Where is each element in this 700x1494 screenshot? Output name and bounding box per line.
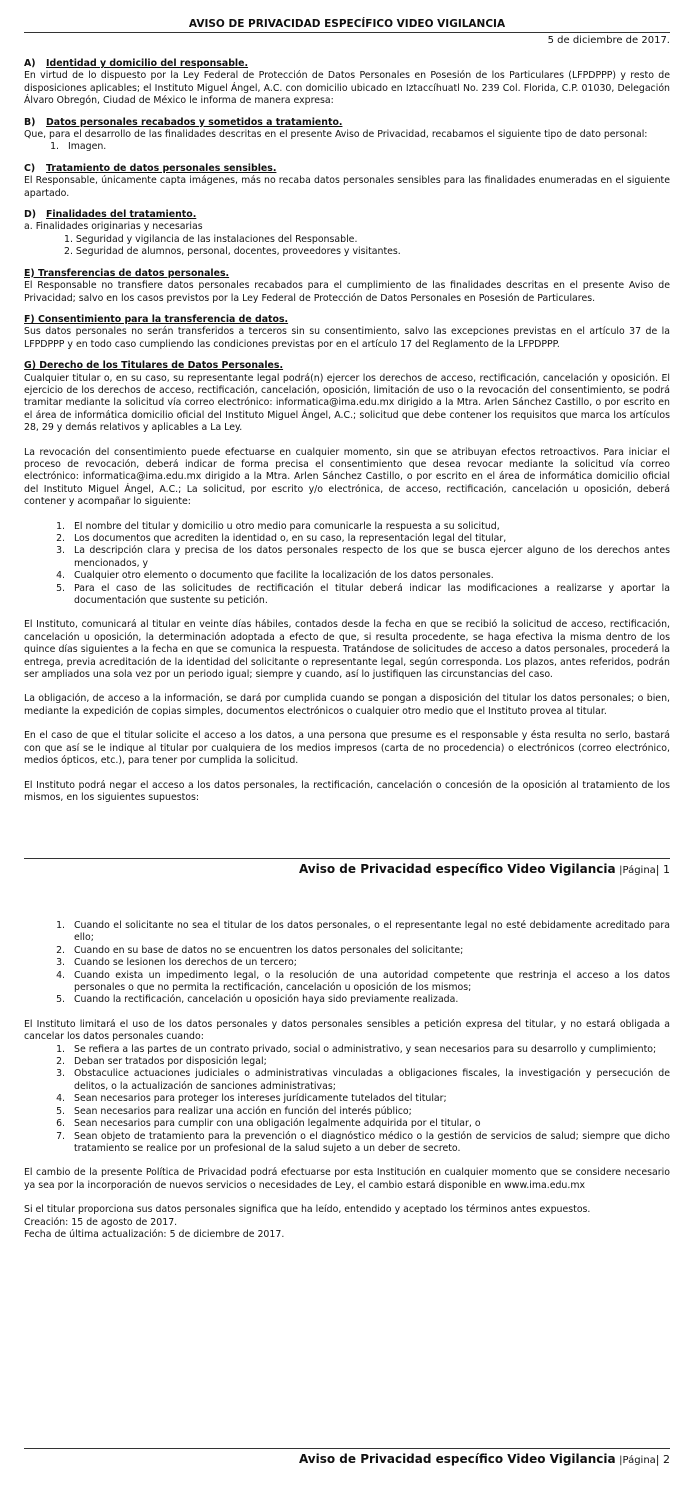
list-item: 2. Cuando en su base de datos no se encuentren los datos personales del solicitante; xyxy=(68,945,670,957)
policy-change-text: El cambio de la presente Política de Privacidad podrá efectuarse por esta Institución en cualquier momento que se considere necesario ya sea por la incorporación de nuevos servicios o necesidades de Ley, el cambio estará disponible en www.ima.edu.mx xyxy=(24,1167,670,1191)
list-item: 3. Cuando se lesionen los derechos de un tercero; xyxy=(68,957,670,969)
page-1-body xyxy=(24,58,670,813)
section-a xyxy=(24,58,670,108)
footer-separator: | xyxy=(619,1455,623,1466)
section-e-text: El Responsable no transfiere datos personales recabados para el cumplimiento de las finalidades descritas en el presente Aviso de Privacidad; salvo en los casos previstos por la Ley Federal de Protección de Datos Personales en Posesión de Particulares. xyxy=(24,280,670,304)
list-item: 6. Sean necesarios para cumplir con una obligación legalmente adquirida por el titular, o xyxy=(68,1118,670,1130)
document-title: AVISO DE PRIVACIDAD ESPECÍFICO VIDEO VIGILANCIA xyxy=(24,17,670,33)
section-f-heading: F) Consentimiento para la transferencia de datos. xyxy=(24,313,289,325)
list-item: 1. Se refiera a las partes de un contrato privado, social o administrativo, y sean necesarios para su desarrollo y cumplimiento; xyxy=(68,1044,670,1056)
section-e xyxy=(24,268,670,305)
last-update-date: Fecha de última actualización: 5 de diciembre de 2017. xyxy=(24,1228,285,1240)
section-d-title: Finalidades del tratamiento. xyxy=(46,209,197,221)
section-b-letter: B) xyxy=(24,116,36,128)
footer-page-number: | 2 xyxy=(655,1453,670,1466)
section-d-letter: D) xyxy=(24,209,37,221)
section-e-heading: E) Transferencias de datos personales. xyxy=(24,267,230,279)
section-g-paragraph-6: El Instituto podrá negar el acceso a los datos personales, la rectificación, cancelación o concesión de la oposición al tratamiento de los mismos, en los siguientes supuestos: xyxy=(24,779,670,803)
section-a-heading xyxy=(24,58,670,70)
list-item: 1. Cuando el solicitante no sea el titular de los datos personales, o el representante legal no esté debidamente acreditado para ello; xyxy=(68,920,670,945)
page-2-footer xyxy=(24,1448,670,1469)
section-d-heading xyxy=(24,209,670,221)
section-c xyxy=(24,163,670,200)
section-a-title: Identidad y domicilio del responsable. xyxy=(46,58,249,69)
list-item: 2. Deban ser tratados por disposición legal; xyxy=(68,1056,670,1068)
acceptance-text: Si el titular proporciona sus datos personales significa que ha leído, entendido y aceptado los términos antes expuestos. xyxy=(24,1204,591,1216)
section-g-paragraph-5: En el caso de que el titular solicite el acceso a los datos, a una persona que presume es el responsable y ésta resulta no serlo, bastará con que así se le indique al titular por cualquiera de los medios impresos (carta de no procedencia) o electrónicos (correo electrónico, medios ópticos, etc.), para tener por cumplida la solicitud. xyxy=(24,730,670,767)
section-b-heading xyxy=(24,117,670,129)
footer-page-label: Página xyxy=(622,1455,656,1466)
section-b xyxy=(24,117,670,154)
section-b-title: Datos personales recabados y sometidos a tratamiento. xyxy=(46,116,343,128)
document-date: 5 de diciembre de 2017. xyxy=(547,35,670,46)
footer-title: Aviso de Privacidad específico Video Vigilancia xyxy=(298,862,616,876)
list-item: 5. Cuando la rectificación, cancelación u oposición haya sido previamente realizada. xyxy=(68,994,670,1006)
section-g-paragraph-2: La revocación del consentimiento puede efectuarse en cualquier momento, sin que se atribuyan efectos retroactivos. Para iniciar el proceso de revocación, deberá indicar de forma precisa el consentimiento que desea revocar mediante la solicitud vía correo electrónico: informatica@ima.edu.mx dirigido a la Mtra. Arlen Sánchez Castillo, o por escrito en el área de informática domicilio oficial del Instituto Miguel Ángel, A.C.; La solicitud, por escrito y/o electrónica, de acceso, rectificación, cancelación u oposición, deberá contener y acompañar lo siguiente: xyxy=(24,446,670,508)
page-1-footer xyxy=(24,858,670,879)
section-b-list xyxy=(24,141,670,153)
list-item: 1. Imagen. xyxy=(62,141,670,153)
section-f xyxy=(24,314,670,351)
list-item: 4. Cualquier otro elemento o documento que facilite la localización de los datos personales. xyxy=(68,570,670,582)
footer-page-number: | 1 xyxy=(655,863,670,876)
section-c-title: Tratamiento de datos personales sensibles. xyxy=(46,162,277,174)
section-a-text: En virtud de lo dispuesto por la Ley Federal de Protección de Datos Personales en Posesión de los Particulares (LFPDPPP) y resto de disposiciones aplicables; el Instituto Miguel Ángel, A.C. con domicilio ubicado en Iztaccíhuatl No. 239 Col. Florida, C.P. 01030, Delegación Álvaro Obregón, Ciudad de México le informa de manera expresa: xyxy=(24,70,670,107)
section-a-letter: A) xyxy=(24,58,36,69)
footer-title: Aviso de Privacidad específico Video Vigilancia xyxy=(298,1452,616,1466)
section-d xyxy=(24,209,670,259)
list-item: 4. Sean necesarios para proteger los intereses jurídicamente tutelados del titular; xyxy=(68,1093,670,1105)
section-g-requirements-list xyxy=(24,521,670,608)
section-d-line-1: 1. Seguridad y vigilancia de las instalaciones del Responsable. xyxy=(64,233,358,245)
list-item: 4. Cuando exista un impedimento legal, o la resolución de una autoridad competente que restrinja el acceso a los datos personales o que no permita la rectificación, cancelación u oposición de los mismos; xyxy=(68,970,670,995)
section-b-text: Que, para el desarrollo de las finalidades descritas en el presente Aviso de Privacidad, recabamos el siguiente tipo de dato personal: xyxy=(24,129,648,141)
page-2 xyxy=(0,880,700,1494)
limit-cases-list xyxy=(24,1044,670,1156)
section-c-text: El Responsable, únicamente capta imágenes, más no recaba datos personales sensibles para las finalidades enumeradas en el siguiente apartado. xyxy=(24,175,670,199)
page-2-body xyxy=(24,920,670,1241)
section-g-heading: G) Derecho de los Titulares de Datos Personales. xyxy=(24,360,284,372)
section-c-heading xyxy=(24,163,670,175)
list-item: 7. Sean objeto de tratamiento para la prevención o el diagnóstico médico o la gestión de servicios de salud; siempre que dicho tratamiento se realice por un profesional de la salud sujeto a un deber de secreto. xyxy=(68,1131,670,1156)
denial-cases-list xyxy=(24,920,670,1007)
section-g xyxy=(24,360,670,804)
section-g-paragraph-1: Cualquier titular o, en su caso, su representante legal podrá(n) ejercer los derechos de acceso, rectificación, cancelación y oposición. El ejercicio de los derechos de acceso, rectificación, cancelación, oposición, limitación de uso o la revocación del consentimiento, se podrá tramitar mediante la solicitud vía correo electrónico: informatica@ima.edu.mx dirigido a la Mtra. Arlen Sánchez Castillo, o por escrito en el área de informática domicilio oficial del Instituto Miguel Ángel, A.C.; solicitud que debe contener los requisitos que marca los artículos 28, 29 y demás relativos y aplicables a La Ley. xyxy=(24,372,670,434)
limit-intro: El Instituto limitará el uso de los datos personales y datos personales sensibles a petición expresa del titular, y no estará obligada a cancelar los datos personales cuando: xyxy=(24,1018,670,1043)
list-item: 1. El nombre del titular y domicilio u otro medio para comunicarle la respuesta a su solicitud, xyxy=(68,521,670,533)
section-g-paragraph-4: La obligación, de acceso a la información, se dará por cumplida cuando se pongan a disposición del titular los datos personales; o bien, mediante la expedición de copias simples, documentos electrónicos o cualquier otro medio que el Instituto provea al titular. xyxy=(24,693,670,717)
list-item: 3. La descripción clara y precisa de los datos personales respecto de los que se busca ejercer alguno de los derechos antes mencionados, y xyxy=(68,545,670,570)
section-f-text: Sus datos personales no serán transferidos a terceros sin su consentimiento, salvo las excepciones previstas en el artículo 37 de la LFPDPPP y en todo caso cumpliendo las condiciones previstas por en el artículo 17 del Reglamento de la LFPDPPP. xyxy=(24,326,670,350)
list-item: 5. Sean necesarios para realizar una acción en función del interés público; xyxy=(68,1106,670,1118)
section-d-intro: a. Finalidades originarias y necesarias xyxy=(24,221,203,233)
list-item: 3. Obstaculice actuaciones judiciales o administrativas vinculadas a obligaciones fiscales, la investigación y persecución de delitos, o la actualización de sanciones administrativas; xyxy=(68,1068,670,1093)
footer-page-label: Página xyxy=(622,865,656,876)
section-g-paragraph-3: El Instituto, comunicará al titular en veinte días hábiles, contados desde la fecha en que se recibió la solicitud de acceso, rectificación, cancelación u oposición, la determinación adoptada a efecto de que, si resulta procedente, se haga efectiva la misma dentro de los quince días siguientes a la fecha en que se comunica la respuesta. Tratándose de solicitudes de acceso a datos personales, procederá la entrega, previa acreditación de la identidad del solicitante o representante legal, según corresponda. Los plazos, antes referidos, podrán ser ampliados una sola vez por un periodo igual; siempre y cuando, así lo justifiquen las circunstancias del caso. xyxy=(24,619,670,681)
section-d-line-2: 2. Seguridad de alumnos, personal, docentes, proveedores y visitantes. xyxy=(64,246,401,258)
creation-date: Creación: 15 de agosto de 2017. xyxy=(24,1216,178,1228)
section-c-letter: C) xyxy=(24,162,36,174)
footer-separator: | xyxy=(619,865,623,876)
list-item: 2. Los documentos que acrediten la identidad o, en su caso, la representación legal del titular, xyxy=(68,533,670,545)
list-item: 5. Para el caso de las solicitudes de rectificación el titular deberá indicar las modificaciones a realizarse y aportar la documentación que sustente su petición. xyxy=(68,583,670,608)
